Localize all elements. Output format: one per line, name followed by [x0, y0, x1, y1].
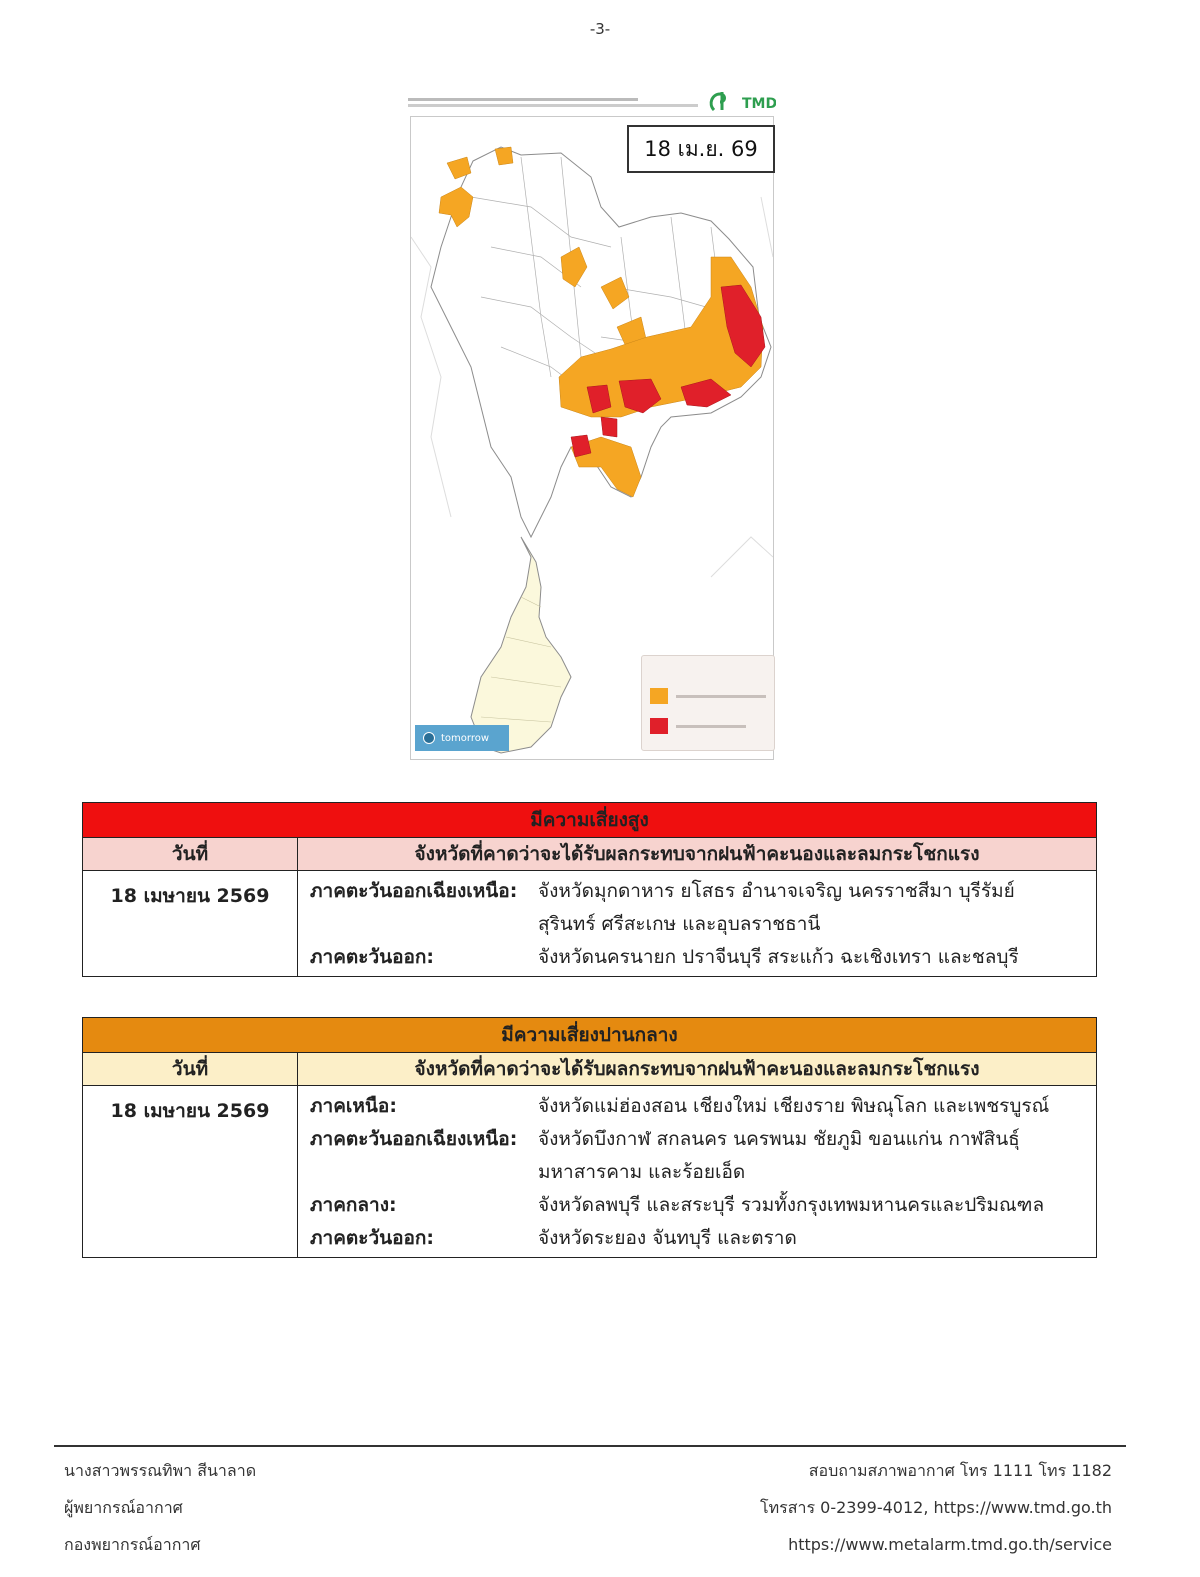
map-header-fine-print	[408, 94, 708, 107]
contact-fax-website[interactable]: โทรสาร 0-2399-4012, https://www.tmd.go.th	[760, 1498, 1112, 1517]
tmd-logo-text: TMD	[742, 96, 776, 112]
map-date-label: 18 เม.ย. 69	[627, 125, 775, 173]
high-risk-col-provinces: จังหวัดที่คาดว่าจะได้รับผลกระทบจากฝนฟ้าคะนองและลมกระโชกแรง	[298, 838, 1097, 871]
high-risk-date: 18 เมษายน 2569	[83, 871, 298, 977]
map-land-south	[471, 537, 571, 753]
legend-moderate	[650, 688, 766, 704]
tomorrow-badge-text: tomorrow	[441, 732, 490, 744]
contact-metalarm-link[interactable]: https://www.metalarm.tmd.go.th/service	[788, 1535, 1112, 1554]
map-frame	[410, 116, 774, 760]
high-area-east-3	[601, 417, 617, 437]
tmd-logo	[704, 86, 776, 116]
forecaster-division: กองพยากรณ์อากาศ	[64, 1535, 201, 1554]
moderate-risk-table: มีความเสี่ยงปานกลาง วันที่ จังหวัดที่คาดว่าจะได้รับผลกระทบจากฝนฟ้าคะนองและลมกระโชกแรง 18 เมษายน 2569 ภาคเหนือ: จังหวัดแม่ฮ่องสอน เชียงใหม่ เชียงราย พิษณุโลก และเพชรบูรณ์ ภาคตะวันออกเฉียงเหนือ: จังหวัดบึงกาฬ สกลนคร นครพนม ชัยภูมิ ขอนแก่น กาฬสินธุ์ มหาสารคาม และร้อยเอ็ด ภาคกลาง: จังหวัดลพบุรี และสระบุรี รวมทั้งกรุงเทพมหานครและปริมณฑล ภาคตะวันออก: จังหวัดระยอง จันทบุรี และตราด	[82, 1017, 1097, 1258]
high-risk-band: มีความเสี่ยงสูง	[83, 803, 1097, 838]
map-legend	[641, 655, 775, 751]
high-risk-region-east: ภาคตะวันออก: จังหวัดนครนายก ปราจีนบุรี สระแก้ว ฉะเชิงเทรา และชลบุรี	[310, 946, 1019, 968]
footer-divider	[54, 1445, 1126, 1447]
tomorrow-badge	[415, 725, 509, 751]
moderate-risk-col-date: วันที่	[83, 1053, 298, 1086]
legend-swatch-high	[650, 718, 668, 734]
moderate-risk-region-north: ภาคเหนือ: จังหวัดแม่ฮ่องสอน เชียงใหม่ เชียงราย พิษณุโลก และเพชรบูรณ์	[310, 1095, 1050, 1117]
moderate-risk-region-northeast: ภาคตะวันออกเฉียงเหนือ: จังหวัดบึงกาฬ สกลนคร นครพนม ชัยภูมิ ขอนแก่น กาฬสินธุ์	[310, 1128, 1020, 1150]
moderate-risk-region-central: ภาคกลาง: จังหวัดลพบุรี และสระบุรี รวมทั้งกรุงเทพมหานครและปริมณฑล	[310, 1194, 1045, 1216]
contact-phone: สอบถามสภาพอากาศ โทร 1111 โทร 1182	[808, 1461, 1112, 1480]
forecaster-role: ผู้พยากรณ์อากาศ	[64, 1498, 183, 1517]
moderate-risk-date: 18 เมษายน 2569	[83, 1086, 298, 1258]
forecaster-name: นางสาวพรรณทิพา สีนาลาด	[64, 1461, 257, 1480]
moderate-risk-region-east: ภาคตะวันออก: จังหวัดระยอง จันทบุรี และตราด	[310, 1227, 797, 1249]
legend-high	[650, 718, 746, 734]
legend-swatch-moderate	[650, 688, 668, 704]
footer-contact	[760, 1452, 1112, 1563]
tomorrow-logo-icon	[423, 732, 435, 744]
high-risk-region-northeast: ภาคตะวันออกเฉียงเหนือ: จังหวัดมุกดาหาร ยโสธร อำนาจเจริญ นครราชสีมา บุรีรัมย์	[310, 880, 1015, 902]
moderate-risk-col-provinces: จังหวัดที่คาดว่าจะได้รับผลกระทบจากฝนฟ้าคะนองและลมกระโชกแรง	[298, 1053, 1097, 1086]
risk-map-figure	[404, 86, 776, 762]
page-number: -3-	[589, 20, 611, 38]
moderate-risk-band: มีความเสี่ยงปานกลาง	[83, 1018, 1097, 1053]
high-risk-table: มีความเสี่ยงสูง วันที่ จังหวัดที่คาดว่าจะได้รับผลกระทบจากฝนฟ้าคะนองและลมกระโชกแรง 18 เมษายน 2569 ภาคตะวันออกเฉียงเหนือ: จังหวัดมุกดาหาร ยโสธร อำนาจเจริญ นครราชสีมา บุรีรัมย์ สุรินทร์ ศรีสะเกษ และอุบลราชธานี ภาคตะวันออก: จังหวัดนครนายก ปราจีนบุรี สระแก้ว ฉะเชิงเทรา และชลบุรี	[82, 802, 1097, 977]
high-risk-col-date: วันที่	[83, 838, 298, 871]
footer-forecaster	[64, 1452, 256, 1563]
